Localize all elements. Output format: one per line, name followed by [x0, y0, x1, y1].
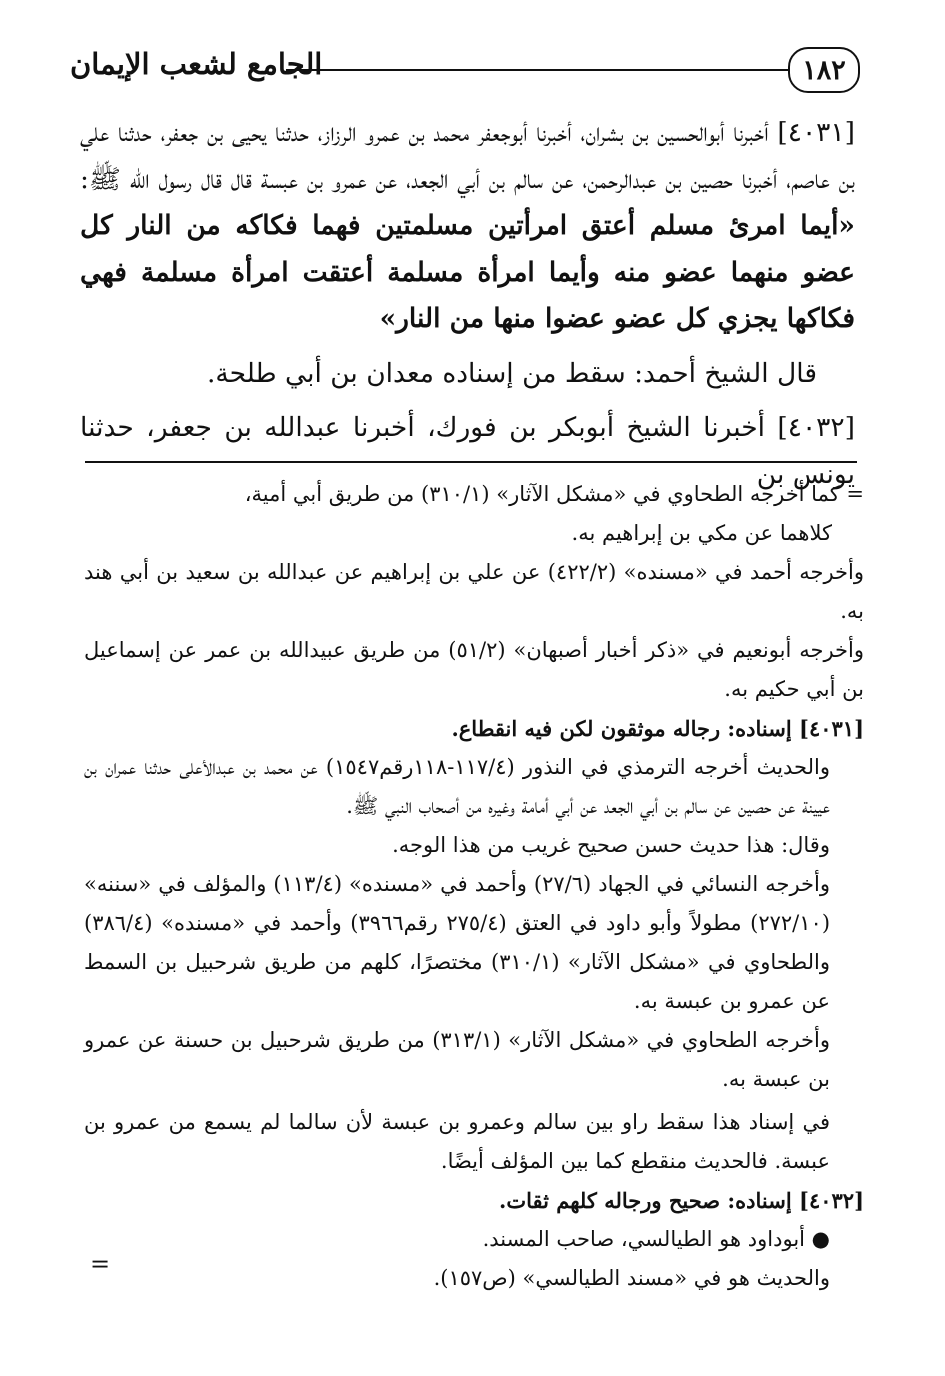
footnote-heading-4031: [٤٠٣١] إسناده: رجاله موثقون لكن فيه انقطاع.: [451, 716, 864, 741]
footnote-line: = كما أخرجه الطحاوي في «مشكل الآثار» (٣١٠/١) من طريق أبي أمية،: [244, 482, 864, 506]
footnote-line: وأخرجه أبونعيم في «ذكر أخبار أصبهان» (٥١/٢) من طريق عبيدالله بن عمر عن إسماعيل بن أبي حكيم به.: [84, 638, 864, 701]
page-header: [70, 42, 860, 102]
page-number: ١٨٢: [788, 47, 860, 93]
footnote-separator: [85, 461, 857, 463]
footnote-line: في إسناد هذا سقط راو بين سالم وعمرو بن عبسة لأن سالما لم يسمع من عمرو بن عبسة. فالحديث منقطع كما بين المؤلف أيضًا.: [84, 1110, 830, 1173]
footnote-line: وأخرجه النسائي في الجهاد (٢٧/٦) وأحمد في «مسنده» (١١٣/٤) والمؤلف في «سننه» (٢٧٢/١٠) مطولاً وأبو داود في العتق (٢٧٥/٤ رقم٣٩٦٦) وأحمد في «مسنده» (٣٨٦/٤) والطحاوي في «مشكل الآثار» (٣١٠/١) مختصرًا، كلهم من طريق شرحبيل بن السمط عن عمرو بن عبسة به.: [84, 872, 831, 1013]
hadith-4031: [80, 110, 855, 343]
footnotes: [84, 475, 864, 1298]
footnote-line: ● أبوداود هو الطيالسي، صاحب المسند.: [482, 1227, 830, 1251]
hadith-4031-matn: «أيما امرئ مسلم أعتق امرأتين مسلمتين فهما فكاكه من النار كل عضو منهما عضو منه وأيما امرأة مسلمة أعتقت امرأة مسلمة فهي فكاكها يجزي كل عضو عضوا منها من النار»: [80, 210, 855, 334]
hadith-4032: [٤٠٣٢] أخبرنا الشيخ أبوبكر بن فورك، أخبرنا عبدالله بن جعفر، حدثنا يونس بن: [80, 412, 855, 490]
sheikh-note: قال الشيخ أحمد: سقط من إسناده معدان بن أبي طلحة.: [206, 357, 817, 389]
footnote-line: والحديث هو في «مسند الطيالسي» (ص١٥٧).: [433, 1266, 830, 1290]
footnote-heading-4032: [٤٠٣٢] إسناده: صحيح ورجاله كلهم ثقات.: [499, 1188, 864, 1213]
footnote-line: والحديث أخرجه الترمذي في النذور (١١٧/٤-١١٨رقم١٥٤٧) عن محمد بن عبدالأعلى حدثنا عمران بن عيينة عن حصين عن سالم بن أبي الجعد عن أبي أمامة وغيره من أصحاب النبي ﷺ.: [84, 755, 830, 818]
footnote-line: وأخرجه أحمد في «مسنده» (٤٢٢/٢) عن علي بن إبراهيم عن عبدالله بن سعيد بن أبي هند به.: [84, 560, 865, 623]
footnote-line: كلاهما عن مكي بن إبراهيم به.: [571, 521, 832, 545]
footnote-line: وقال: هذا حديث حسن صحيح غريب من هذا الوجه.: [392, 833, 830, 857]
book-title: الجامع لشعب الإيمان: [70, 47, 323, 81]
footnote-line: وأخرجه الطحاوي في «مشكل الآثار» (٣١٣/١) من طريق شرحبيل بن حسنة عن عمرو بن عبسة به.: [84, 1028, 830, 1091]
hadith-4031-chain: [٤٠٣١] أخبرنا أبوالحسين بن بشران، أخبرنا أبوجعفر محمد بن عمرو الرزاز، حدثنا يحيى بن جعفر، حدثنا علي بن عاصم، أخبرنا حصين بن عبدالرحمن، عن سالم بن أبي الجعد، عن عمرو بن عبسة قال قال رسول الله ﷺ:: [80, 117, 855, 195]
header-rule: [286, 69, 788, 71]
continuation-mark: =: [90, 1250, 111, 1278]
main-text: [80, 110, 855, 498]
